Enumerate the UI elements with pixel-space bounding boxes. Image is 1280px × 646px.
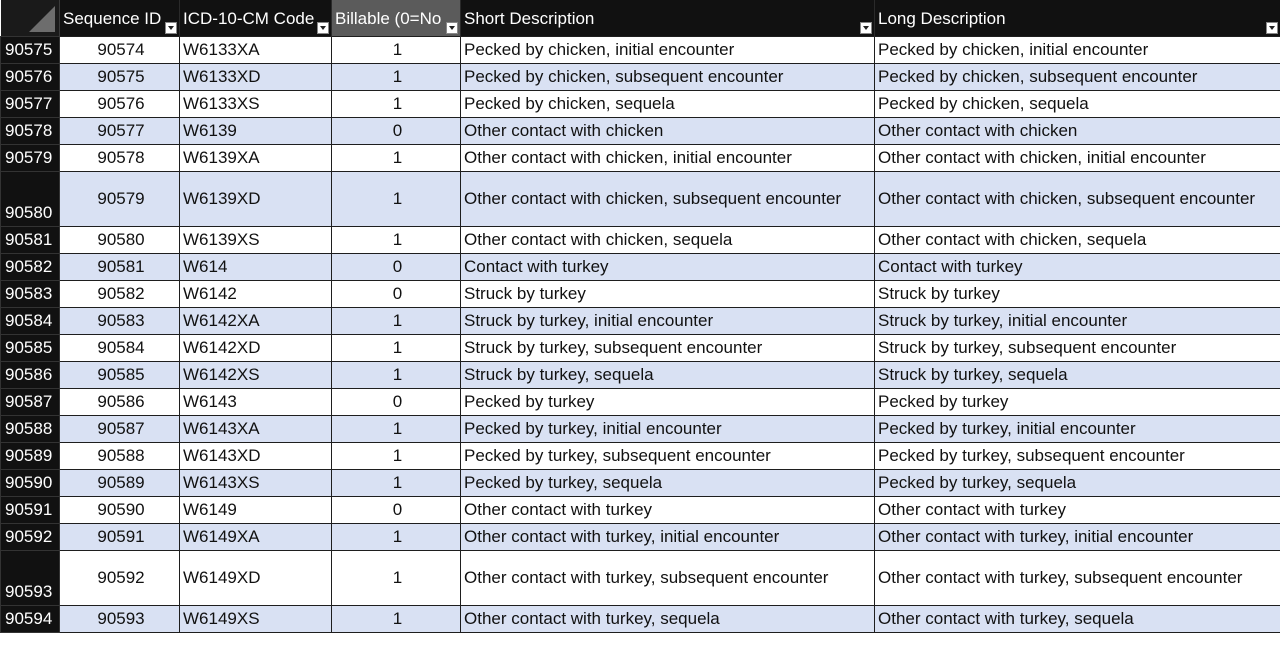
table-row[interactable] [1,416,1280,443]
cell-long-description[interactable]: Other contact with turkey [875,497,1280,524]
column-header-sequence-id[interactable] [60,0,180,37]
table-row[interactable] [1,497,1280,524]
cell-billable[interactable]: 1 [332,470,461,497]
cell-short-description[interactable]: Other contact with chicken, initial encounter [461,145,875,172]
row-header[interactable]: 90576 [1,64,60,91]
row-header[interactable]: 90585 [1,335,60,362]
cell-long-description[interactable]: Pecked by turkey, initial encounter [875,416,1280,443]
cell-billable[interactable]: 1 [332,308,461,335]
column-header-short-description[interactable] [461,0,875,37]
cell-icd-code[interactable]: W6139XD [180,172,332,227]
cell-short-description[interactable]: Pecked by turkey, subsequent encounter [461,443,875,470]
cell-sequence-id[interactable]: 90592 [60,551,180,606]
cell-icd-code[interactable]: W6139XA [180,145,332,172]
cell-short-description[interactable]: Struck by turkey, sequela [461,362,875,389]
table-row[interactable] [1,606,1280,633]
cell-billable[interactable]: 0 [332,497,461,524]
cell-sequence-id[interactable]: 90583 [60,308,180,335]
cell-long-description[interactable]: Other contact with chicken, sequela [875,227,1280,254]
cell-billable[interactable]: 1 [332,416,461,443]
cell-icd-code[interactable]: W6149 [180,497,332,524]
cell-icd-code[interactable]: W6142XA [180,308,332,335]
cell-sequence-id[interactable]: 90587 [60,416,180,443]
cell-sequence-id[interactable]: 90578 [60,145,180,172]
table-row[interactable] [1,118,1280,145]
row-header[interactable]: 90593 [1,551,60,606]
cell-long-description[interactable]: Struck by turkey, subsequent encounter [875,335,1280,362]
select-all-corner[interactable] [1,0,60,37]
cell-long-description[interactable]: Other contact with turkey, initial encounter [875,524,1280,551]
cell-long-description[interactable]: Pecked by chicken, subsequent encounter [875,64,1280,91]
column-header-label: ICD-10-CM Code [183,9,315,28]
cell-sequence-id[interactable]: 90576 [60,91,180,118]
cell-short-description[interactable]: Pecked by turkey [461,389,875,416]
column-header-label: Long Description [878,9,1006,28]
cell-icd-code[interactable]: W6133XS [180,91,332,118]
cell-icd-code[interactable]: W6149XD [180,551,332,606]
cell-sequence-id[interactable]: 90590 [60,497,180,524]
filter-dropdown-icon[interactable] [317,22,329,34]
cell-sequence-id[interactable]: 90588 [60,443,180,470]
column-header-long-description[interactable] [875,0,1280,37]
table-row[interactable] [1,551,1280,606]
cell-icd-code[interactable]: W6139 [180,118,332,145]
filter-dropdown-icon[interactable] [165,22,177,34]
cell-billable[interactable]: 1 [332,91,461,118]
cell-long-description[interactable]: Other contact with chicken [875,118,1280,145]
cell-long-description[interactable]: Other contact with chicken, subsequent encounter [875,172,1280,227]
cell-short-description[interactable]: Other contact with turkey, sequela [461,606,875,633]
table-body [1,37,1280,633]
table-row[interactable] [1,64,1280,91]
table-row[interactable] [1,91,1280,118]
cell-sequence-id[interactable]: 90575 [60,64,180,91]
cell-icd-code[interactable]: W6133XD [180,64,332,91]
cell-billable[interactable]: 1 [332,443,461,470]
cell-long-description[interactable]: Pecked by turkey, sequela [875,470,1280,497]
cell-icd-code[interactable]: W6143XS [180,470,332,497]
cell-sequence-id[interactable]: 90580 [60,227,180,254]
cell-short-description[interactable]: Other contact with turkey, subsequent encounter [461,551,875,606]
cell-billable[interactable]: 0 [332,281,461,308]
cell-long-description[interactable]: Pecked by chicken, sequela [875,91,1280,118]
cell-icd-code[interactable]: W6143XA [180,416,332,443]
cell-billable[interactable]: 1 [332,37,461,64]
table-row[interactable] [1,389,1280,416]
cell-short-description[interactable]: Contact with turkey [461,254,875,281]
row-header[interactable]: 90587 [1,389,60,416]
cell-billable[interactable]: 1 [332,145,461,172]
cell-long-description[interactable]: Pecked by turkey [875,389,1280,416]
cell-billable[interactable]: 1 [332,551,461,606]
row-header[interactable]: 90575 [1,37,60,64]
cell-icd-code[interactable]: W6149XA [180,524,332,551]
cell-short-description[interactable]: Other contact with turkey, initial encounter [461,524,875,551]
table-row[interactable] [1,37,1280,64]
cell-icd-code[interactable]: W6143XD [180,443,332,470]
column-header-label: Billable (0=No [335,9,442,28]
cell-icd-code[interactable]: W6142XS [180,362,332,389]
cell-icd-code[interactable]: W614 [180,254,332,281]
row-header[interactable]: 90584 [1,308,60,335]
cell-billable[interactable]: 0 [332,118,461,145]
table-row[interactable] [1,524,1280,551]
cell-icd-code[interactable]: W6149XS [180,606,332,633]
column-header-label: Short Description [464,9,595,28]
filter-dropdown-icon[interactable] [1266,22,1278,34]
row-header[interactable]: 90579 [1,145,60,172]
cell-sequence-id[interactable]: 90577 [60,118,180,145]
cell-billable[interactable]: 1 [332,64,461,91]
cell-long-description[interactable]: Struck by turkey, sequela [875,362,1280,389]
cell-icd-code[interactable]: W6143 [180,389,332,416]
cell-billable[interactable]: 1 [332,335,461,362]
cell-sequence-id[interactable]: 90585 [60,362,180,389]
cell-sequence-id[interactable]: 90586 [60,389,180,416]
table-row[interactable] [1,172,1280,227]
column-header-label: Sequence ID [63,9,162,28]
cell-short-description[interactable]: Pecked by turkey, sequela [461,470,875,497]
row-header[interactable]: 90592 [1,524,60,551]
cell-short-description[interactable]: Other contact with turkey [461,497,875,524]
table-row[interactable] [1,335,1280,362]
row-header[interactable]: 90591 [1,497,60,524]
cell-long-description[interactable]: Struck by turkey, initial encounter [875,308,1280,335]
cell-sequence-id[interactable]: 90593 [60,606,180,633]
cell-sequence-id[interactable]: 90574 [60,37,180,64]
cell-icd-code[interactable]: W6139XS [180,227,332,254]
cell-long-description[interactable]: Pecked by turkey, subsequent encounter [875,443,1280,470]
cell-billable[interactable]: 0 [332,389,461,416]
row-header[interactable]: 90594 [1,606,60,633]
row-header[interactable]: 90589 [1,443,60,470]
cell-long-description[interactable]: Other contact with chicken, initial encounter [875,145,1280,172]
row-header[interactable]: 90583 [1,281,60,308]
table-row[interactable] [1,362,1280,389]
cell-long-description[interactable]: Contact with turkey [875,254,1280,281]
cell-billable[interactable]: 1 [332,172,461,227]
table-row[interactable] [1,470,1280,497]
row-header[interactable]: 90586 [1,362,60,389]
cell-billable[interactable]: 1 [332,524,461,551]
cell-long-description[interactable]: Struck by turkey [875,281,1280,308]
table-row[interactable] [1,443,1280,470]
filter-dropdown-icon[interactable] [860,22,872,34]
cell-billable[interactable]: 1 [332,362,461,389]
cell-sequence-id[interactable]: 90582 [60,281,180,308]
row-header[interactable]: 90580 [1,172,60,227]
header-row [1,0,1280,37]
table-row[interactable] [1,227,1280,254]
cell-billable[interactable]: 1 [332,227,461,254]
column-header-icd-code[interactable] [180,0,332,37]
row-header[interactable]: 90590 [1,470,60,497]
cell-icd-code[interactable]: W6142 [180,281,332,308]
table-row[interactable] [1,308,1280,335]
row-header[interactable]: 90577 [1,91,60,118]
row-header[interactable]: 90581 [1,227,60,254]
cell-long-description[interactable]: Other contact with turkey, sequela [875,606,1280,633]
cell-short-description[interactable]: Struck by turkey [461,281,875,308]
cell-short-description[interactable]: Other contact with chicken, subsequent encounter [461,172,875,227]
table-row[interactable] [1,254,1280,281]
row-header[interactable]: 90588 [1,416,60,443]
cell-short-description[interactable]: Struck by turkey, initial encounter [461,308,875,335]
cell-billable[interactable]: 0 [332,254,461,281]
table-row[interactable] [1,281,1280,308]
cell-sequence-id[interactable]: 90584 [60,335,180,362]
cell-icd-code[interactable]: W6133XA [180,37,332,64]
cell-short-description[interactable]: Pecked by chicken, subsequent encounter [461,64,875,91]
row-header[interactable]: 90578 [1,118,60,145]
cell-sequence-id[interactable]: 90579 [60,172,180,227]
filter-dropdown-icon[interactable] [446,22,458,34]
cell-long-description[interactable]: Pecked by chicken, initial encounter [875,37,1280,64]
cell-short-description[interactable]: Struck by turkey, subsequent encounter [461,335,875,362]
cell-sequence-id[interactable]: 90591 [60,524,180,551]
cell-short-description[interactable]: Pecked by chicken, initial encounter [461,37,875,64]
table-row[interactable] [1,145,1280,172]
cell-icd-code[interactable]: W6142XD [180,335,332,362]
cell-billable[interactable]: 1 [332,606,461,633]
cell-sequence-id[interactable]: 90581 [60,254,180,281]
cell-short-description[interactable]: Other contact with chicken [461,118,875,145]
row-header[interactable]: 90582 [1,254,60,281]
cell-sequence-id[interactable]: 90589 [60,470,180,497]
cell-long-description[interactable]: Other contact with turkey, subsequent encounter [875,551,1280,606]
cell-short-description[interactable]: Pecked by chicken, sequela [461,91,875,118]
cell-short-description[interactable]: Pecked by turkey, initial encounter [461,416,875,443]
column-header-billable[interactable] [332,0,461,37]
cell-short-description[interactable]: Other contact with chicken, sequela [461,227,875,254]
